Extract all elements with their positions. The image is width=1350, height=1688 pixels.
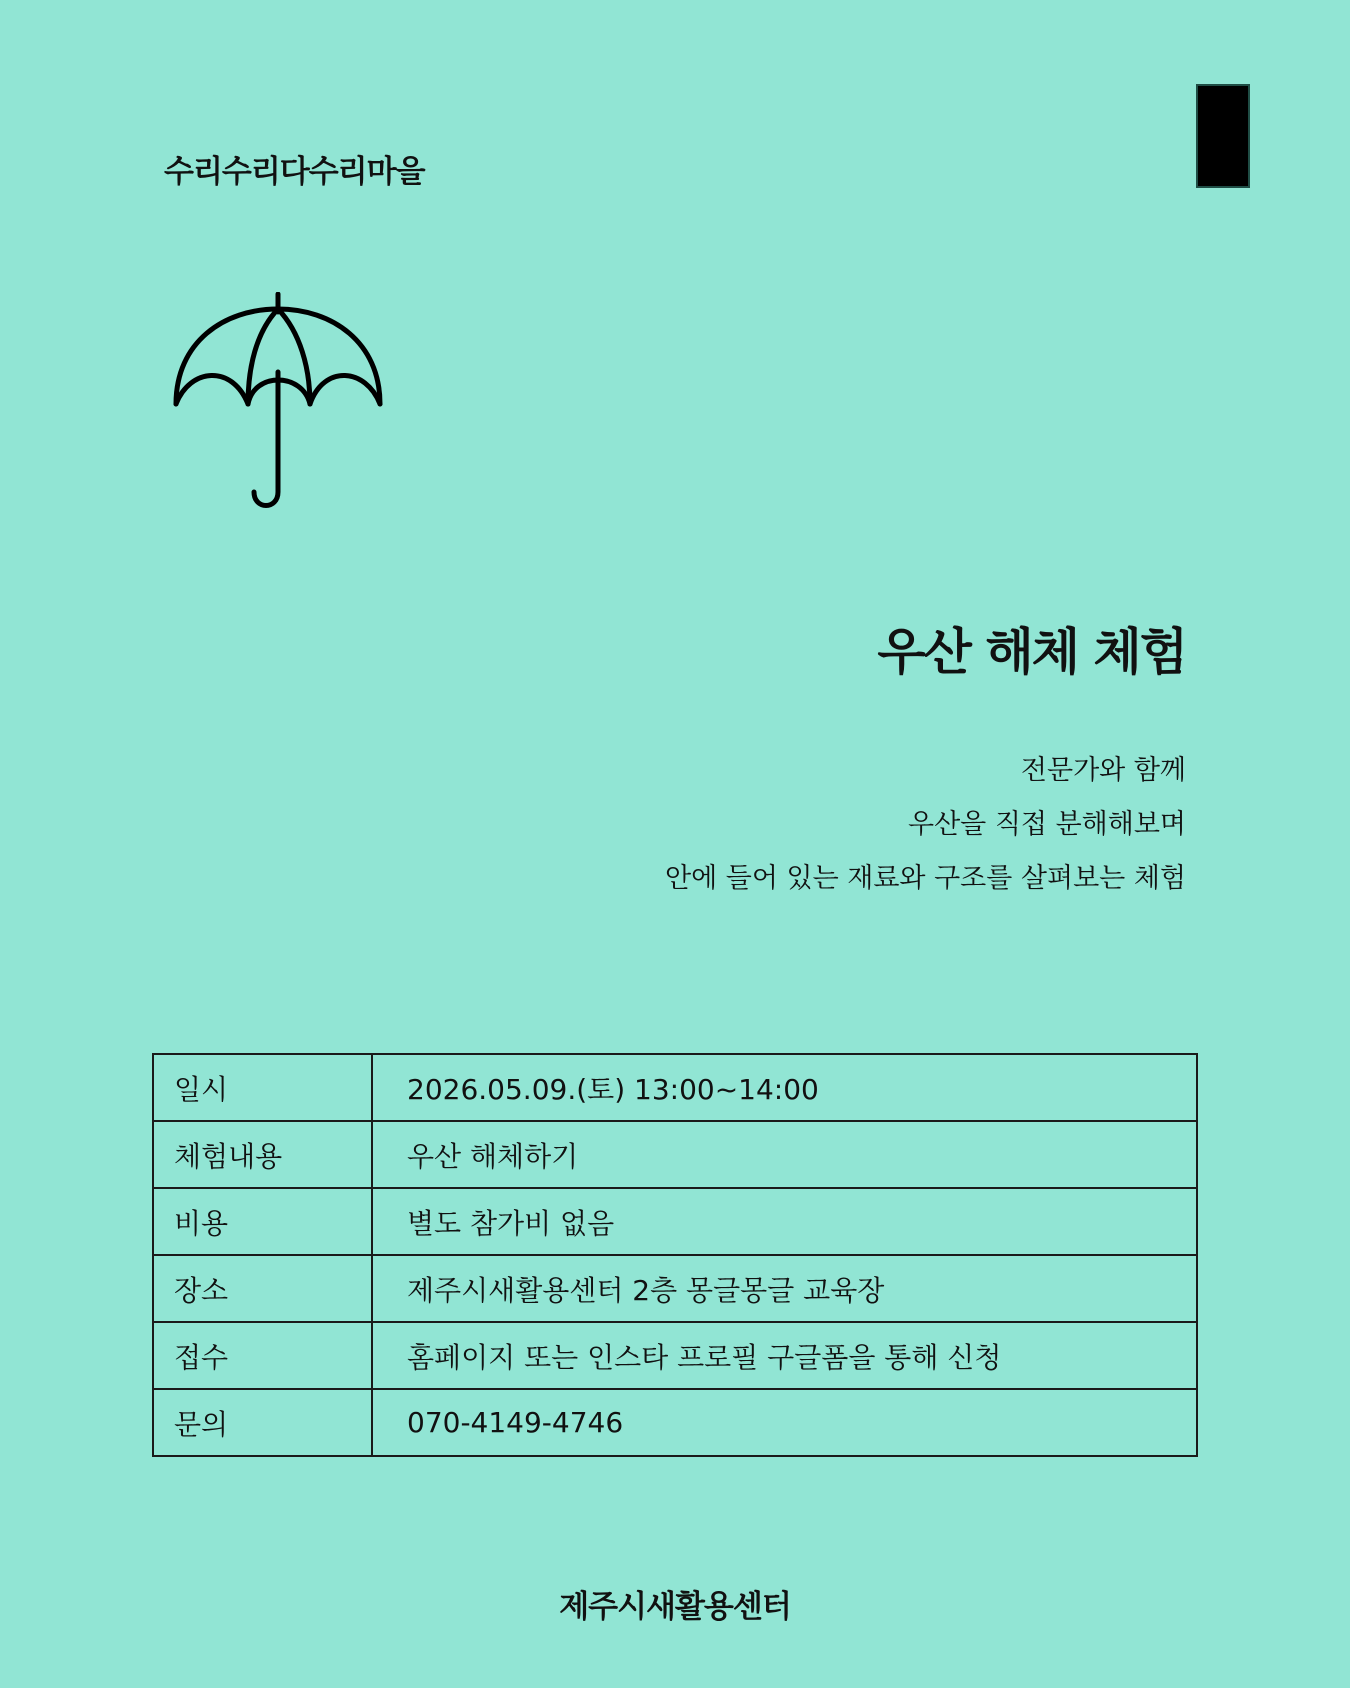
umbrella-icon — [170, 292, 390, 516]
info-label: 비용 — [153, 1188, 372, 1255]
info-label: 문의 — [153, 1389, 372, 1456]
description-line: 우산을 직접 분해해보며 — [908, 809, 1186, 840]
table-row — [153, 1322, 1197, 1389]
event-title: 우산 해체 체험 — [877, 623, 1186, 681]
footer-organization: 제주시새활용센터 — [559, 1589, 791, 1625]
info-value: 우산 해체하기 — [372, 1121, 1197, 1188]
info-value: 2026.05.09.(토) 13:00~14:00 — [372, 1054, 1197, 1121]
info-label: 접수 — [153, 1322, 372, 1389]
table-row — [153, 1054, 1197, 1121]
table-row — [153, 1188, 1197, 1255]
info-label: 일시 — [153, 1054, 372, 1121]
info-value: 070-4149-4746 — [372, 1389, 1197, 1456]
event-description — [665, 744, 1186, 906]
info-label: 장소 — [153, 1255, 372, 1322]
corner-block — [1196, 84, 1250, 188]
info-label: 체험내용 — [153, 1121, 372, 1188]
brand-name: 수리수리다수리마을 — [164, 154, 425, 190]
table-row — [153, 1255, 1197, 1322]
table-row — [153, 1389, 1197, 1456]
description-line: 안에 들어 있는 재료와 구조를 살펴보는 체험 — [665, 863, 1186, 894]
info-value: 홈페이지 또는 인스타 프로필 구글폼을 통해 신청 — [372, 1322, 1197, 1389]
description-line: 전문가와 함께 — [1020, 755, 1186, 786]
table-row — [153, 1121, 1197, 1188]
info-value: 제주시새활용센터 2층 몽글몽글 교육장 — [372, 1255, 1197, 1322]
event-info-table — [152, 1053, 1198, 1457]
info-value: 별도 참가비 없음 — [372, 1188, 1197, 1255]
